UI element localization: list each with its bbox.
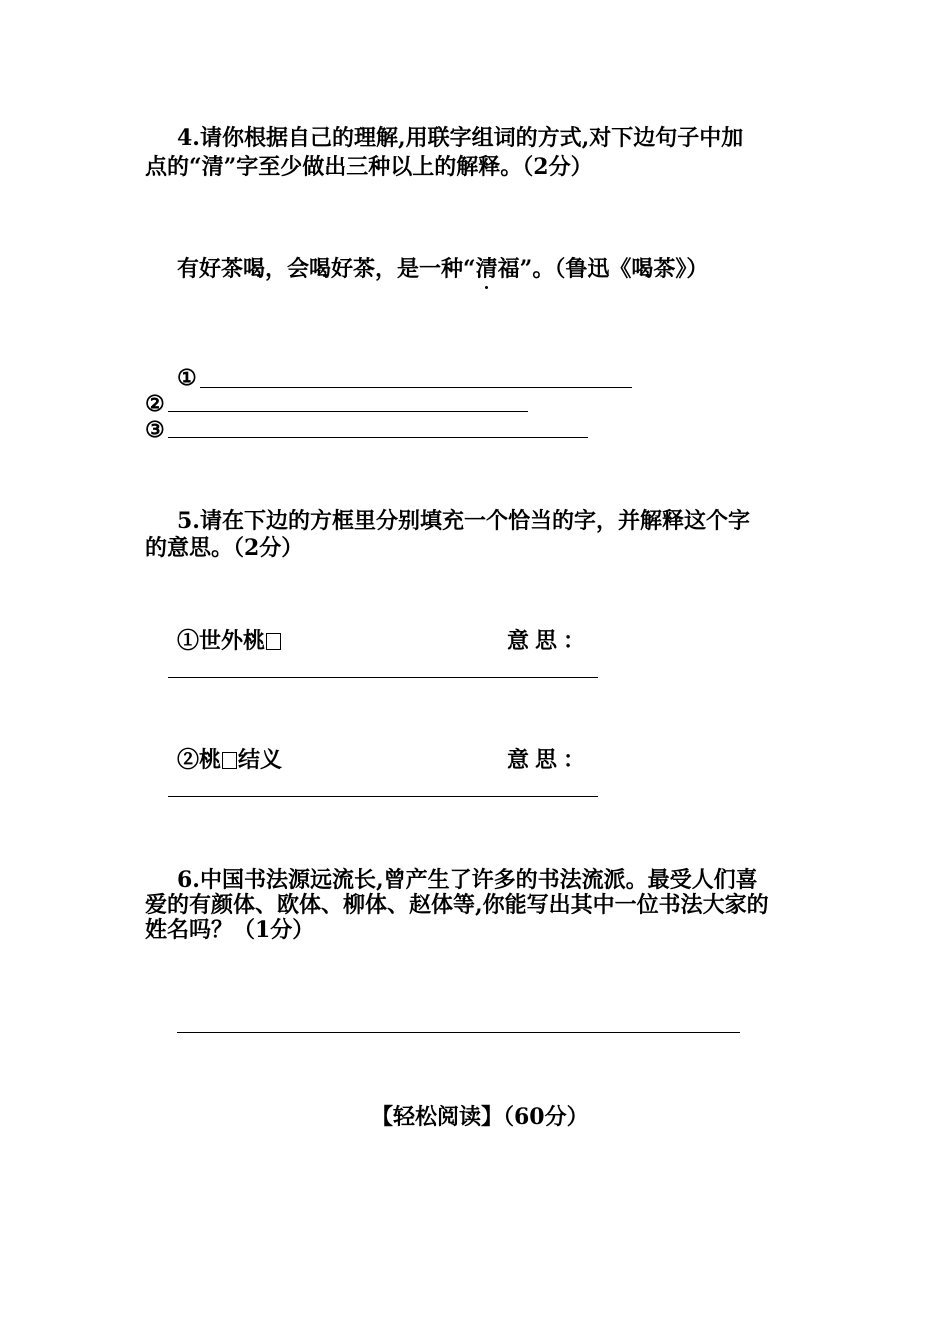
q4-prompt-line-1: 4.请你根据自己的理解,用联字组词的方式,对下边句子中加 xyxy=(177,125,744,151)
q6-prompt-line-3: 姓名吗？（1分） xyxy=(145,917,315,943)
q5-item-2-answer-line[interactable] xyxy=(168,796,598,797)
q5-item-1 xyxy=(177,627,282,655)
section-heading: 【轻松阅读】（60分） xyxy=(371,1104,589,1130)
q5-item-1-answer-line[interactable] xyxy=(168,677,598,678)
q4-prompt-line-2: 点的“清”字至少做出三种以上的解释。（2分） xyxy=(145,154,593,180)
q5-item-2 xyxy=(177,746,282,774)
q5-item-2-meaning-label: 意思： xyxy=(507,747,592,773)
q5-item-2-text-after: 结义 xyxy=(238,747,283,773)
q4-dotted-char: 清 xyxy=(475,256,498,282)
q5-prompt-line-1: 5.请在下边的方框里分别填充一个恰当的字，并解释这个字 xyxy=(177,508,750,534)
q6-prompt-line-1: 6.中国书法源远流长,曾产生了许多的书法流派。最受人们喜 xyxy=(177,867,758,893)
q5-item-2-fill-box[interactable] xyxy=(222,752,237,769)
q5-item-2-text: ②桃 xyxy=(177,747,222,773)
q5-item-1-fill-box[interactable] xyxy=(266,633,281,650)
q4-blank-1-label: ① xyxy=(177,365,197,391)
q5-prompt-line-2: 的意思。（2分） xyxy=(145,535,304,561)
q4-answer-line-3[interactable] xyxy=(168,437,588,438)
q4-example-after: 福”。（鲁迅《喝茶》） xyxy=(497,256,709,282)
q4-answer-line-1[interactable] xyxy=(200,387,632,388)
q6-answer-line[interactable] xyxy=(177,1032,740,1033)
q6-prompt-line-2: 爱的有颜体、欧体、柳体、赵体等,你能写出其中一位书法大家的 xyxy=(145,892,769,918)
q4-blank-3-label: ③ xyxy=(145,417,165,443)
q4-answer-line-2[interactable] xyxy=(168,411,528,412)
q5-item-1-meaning-label: 意思： xyxy=(507,628,592,654)
q4-blank-2-label: ② xyxy=(145,391,165,417)
q5-item-1-text: ①世外桃 xyxy=(177,628,266,654)
q4-example-before: 有好茶喝，会喝好茶，是一种“ xyxy=(177,256,476,282)
q4-example-sentence xyxy=(177,255,708,283)
